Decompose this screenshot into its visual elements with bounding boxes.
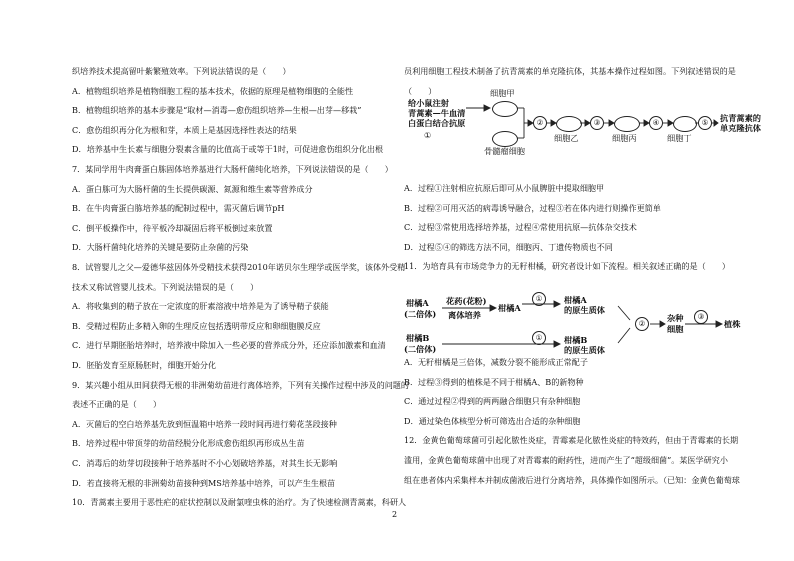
proto-b-label-1: 柑橘B bbox=[564, 335, 588, 345]
text-line: B．培养过程中带顶芽的幼苗经脱分化形成愈伤组织再形成丛生苗 bbox=[72, 438, 305, 449]
step-4-circle: ④ bbox=[649, 116, 663, 130]
text-line: A．植物组织培养是植物细胞工程的基本技术，依据的原理是植物细胞的全能性 bbox=[72, 85, 354, 96]
text-line: A．灭菌后的空白培养基先放到恒温箱中培养一段时间再进行菊花茎段接种 bbox=[72, 418, 337, 429]
citrus-b-label: 柑橘B bbox=[406, 333, 430, 343]
plant-label: 植株 bbox=[724, 319, 741, 329]
citrus-a-label: 柑橘A bbox=[406, 298, 429, 308]
text-line: 11．为培育具有市场竞争力的无籽柑橘，研究者设计如下流程。相关叙述正确的是（ ） bbox=[404, 261, 730, 272]
step-5-circle: ⑤ bbox=[698, 116, 712, 130]
text-line: 员利用细胞工程技术制备了抗青蒿素的单克隆抗体，其基本操作过程如图。下列叙述错误的是 bbox=[404, 66, 736, 76]
text-line: C．通过过程②得到的两两融合细胞只有杂种细胞 bbox=[404, 396, 581, 407]
text-line: A．无籽柑橘是三倍体，减数分裂不能形成正常配子 bbox=[404, 357, 588, 367]
step-3-circle: ③ bbox=[590, 116, 604, 130]
anther-label: 花药(花粉) bbox=[446, 296, 487, 306]
inject-text-2: 青蒿素—牛血清 bbox=[408, 108, 466, 118]
text-line: 10．青蒿素主要用于恶性疟的症状控制以及耐氯喹虫株的治疗。为了快速检测青蒿素，科研人 bbox=[72, 497, 407, 508]
result-text-2: 单克隆抗体 bbox=[720, 123, 761, 133]
text-line: B．过程②可用灭活的病毒诱导融合，过程③若在体内进行则操作更简单 bbox=[404, 202, 661, 213]
step-1a-circle: ① bbox=[532, 292, 546, 306]
page-number: 2 bbox=[392, 510, 398, 519]
cell-ding-label: 细胞丁 bbox=[667, 133, 692, 143]
text-line: D．若直接将无根的非洲菊幼苗接种到MS培养基中培养，可以产生生根苗 bbox=[72, 477, 336, 488]
cell-yi-label: 细胞乙 bbox=[554, 133, 579, 143]
text-line: B．过程③得到的植株是不同于柑橘A、B的新物种 bbox=[404, 376, 584, 387]
step-1-label: ① bbox=[424, 130, 432, 140]
inject-text-3: 白蛋白结合抗原 bbox=[408, 118, 466, 128]
monoclonal-antibody-diagram bbox=[404, 88, 761, 156]
text-line: 滥用，金黄色葡萄球菌中出现了对青霉素的耐药性，进而产生了“超级细菌”。某医学研究小 bbox=[404, 455, 728, 465]
text-line: 9．某兴趣小组从田间获得无根的非洲菊幼苗进行离体培养，下列有关操作过程中涉及的问题的 bbox=[72, 379, 409, 390]
culture-label: 离体培养 bbox=[448, 310, 481, 320]
text-line: B．受精过程防止多精入卵的生理反应包括透明带反应和卵细胞膜反应 bbox=[72, 320, 321, 331]
text-line: 技术又称试管婴儿技术。下列说法错误的是（ ） bbox=[72, 281, 259, 292]
step-3-circle: ③ bbox=[694, 310, 708, 324]
proto-a-label-2: 的原生质体 bbox=[564, 305, 605, 315]
text-line: C．过程③常使用选择培养基，过程④常使用抗原—抗体杂交技术 bbox=[404, 222, 637, 233]
text-line: C．进行早期胚胎培养时，培养液中除加入一些必要的营养成分外，还应添加激素和血清 bbox=[72, 340, 386, 351]
text-line: 组在患者体内采集样本并制成菌液后进行分离培养，具体操作如图所示。（已知：金黄色葡萄球 bbox=[404, 474, 740, 485]
citrus-b-diploid: (二倍体) bbox=[404, 344, 437, 354]
text-line: 12．金黄色葡萄球菌可引起化脓性炎症，青霉素是化脓性炎症的特效药，但由于青霉素的长期 bbox=[404, 435, 739, 446]
text-line: D．通过染色体核型分析可筛选出合适的杂种细胞 bbox=[404, 415, 581, 426]
proto-a-label-1: 柑橘A bbox=[564, 295, 587, 305]
text-line: 织培养技术提高留叶紫繁殖效率。下列说法错误的是（ ） bbox=[72, 66, 291, 76]
hybrid-label-1: 杂种 bbox=[667, 313, 684, 323]
citrus-a-diploid: (二倍体) bbox=[404, 309, 437, 319]
citrus-a-haploid: 柑橘A bbox=[498, 303, 521, 313]
step-2-circle: ② bbox=[533, 116, 547, 130]
text-line: D．大肠杆菌纯化培养的关键是要防止杂菌的污染 bbox=[72, 242, 249, 253]
text-line: C．倒平板操作中，待平板冷却凝固后将平板倒过来放置 bbox=[72, 222, 273, 233]
diagram10-arrow-result bbox=[404, 96, 742, 152]
text-line: D．过程⑤④的筛选方法不同，细胞丙、丁遗传物质也不同 bbox=[404, 241, 613, 252]
text-line: A．过程①注射相应抗原后即可从小鼠脾脏中提取细胞甲 bbox=[404, 183, 605, 193]
text-line: C．愈伤组织再分化为根和芽，本质上是基因选择性表达的结果 bbox=[72, 124, 297, 135]
cell-jia-label: 细胞甲 bbox=[490, 88, 515, 98]
text-line: A．将收集到的精子放在一定浓度的肝素溶液中培养是为了诱导精子获能 bbox=[72, 301, 329, 312]
myeloma-label: 骨髓瘤细胞 bbox=[484, 146, 525, 156]
text-line: A．蛋白胨可为大肠杆菌的生长提供碳源、氮源和维生素等营养成分 bbox=[72, 183, 313, 194]
text-line: 表述不正确的是（ ） bbox=[72, 399, 162, 410]
text-line: （ ） bbox=[404, 85, 437, 96]
text-line: B．植物组织培养的基本步骤是“取材—消毒—愈伤组织培养—生根—出芽—移栽” bbox=[72, 105, 362, 116]
text-line: C．消毒后的幼芽切段接种于培养基时不小心划破培养基，对其生长无影响 bbox=[72, 458, 338, 468]
text-line: 7．某同学用牛肉膏蛋白胨固体培养基进行大肠杆菌纯化培养，下列说法错误的是（ ） bbox=[72, 164, 393, 174]
proto-b-label-2: 的原生质体 bbox=[564, 345, 605, 355]
hybrid-label-2: 细胞 bbox=[667, 324, 684, 334]
text-line: B．在牛肉膏蛋白胨培养基的配制过程中，需灭菌后调节pH bbox=[72, 203, 285, 214]
step-1b-circle: ① bbox=[532, 331, 546, 345]
cell-bing-label: 细胞丙 bbox=[612, 133, 637, 143]
inject-text-1: 给小鼠注射 bbox=[408, 98, 449, 108]
result-text-1: 抗青蒿素的 bbox=[720, 113, 761, 123]
citrus-breeding-diagram bbox=[404, 288, 742, 360]
text-line: D．培养基中生长素与细胞分裂素含量的比值高于或等于1时，可促进愈伤组织分化出根 bbox=[72, 144, 384, 155]
text-line: 8．试管婴儿之父—爱德华兹因体外受精技术获得2010年诺贝尔生理学或医学奖，该体外受精 bbox=[72, 262, 406, 272]
step-2-circle: ② bbox=[635, 317, 649, 331]
text-line: D．胚胎发育至原肠胚时，细胞开始分化 bbox=[72, 360, 217, 370]
